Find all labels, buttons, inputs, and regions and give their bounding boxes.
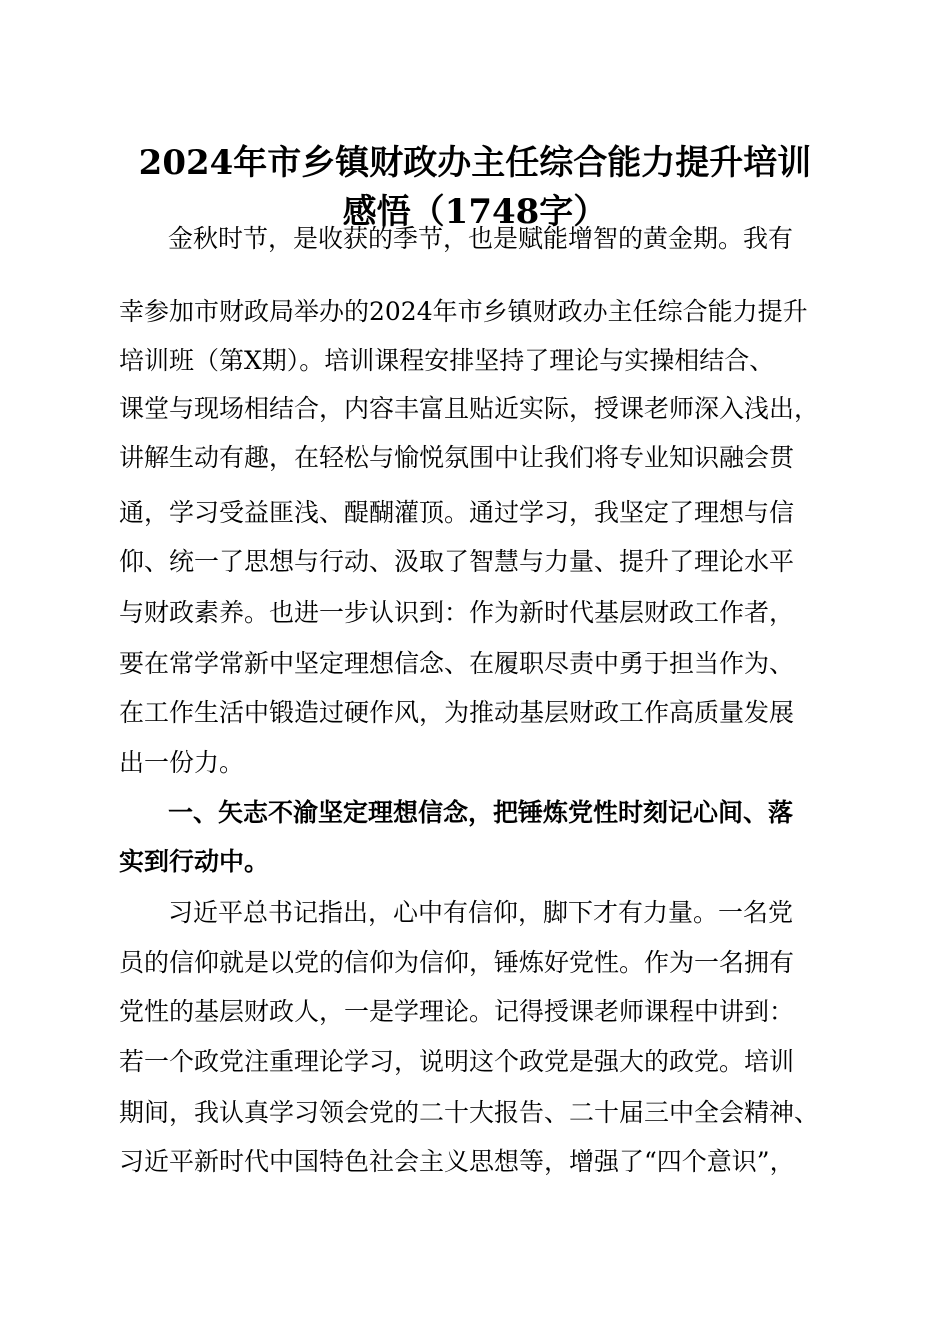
paragraph-1-line-3: 培训班（第X期）。培训课程安排坚持了理论与实操相结合、 (119, 346, 775, 375)
paragraph-2-line-4: 若一个政党注重理论学习，说明这个政党是强大的政党。培训 (119, 1047, 795, 1076)
paragraph-2-line-3: 党性的基层财政人，一是学理论。记得授课老师课程中讲到： (119, 997, 795, 1026)
paragraph-2-line-6: 习近平新时代中国特色社会主义思想等，增强了“四个意识”， (119, 1147, 795, 1176)
paragraph-1-line-2: 幸参加市财政局举办的2024年市乡镇财政办主任综合能力提升 (119, 297, 808, 326)
document-title-line-1: 2024年市乡镇财政办主任综合能力提升培训 (138, 143, 812, 183)
paragraph-2-line-1: 习近平总书记指出，心中有信仰，脚下才有力量。一名党 (168, 898, 794, 927)
section-heading-1-line-2: 实到行动中。 (119, 847, 270, 876)
document-title-line-2: 感悟（1748字） (342, 192, 608, 232)
paragraph-1-line-11: 出一份力。 (119, 748, 245, 777)
paragraph-1-line-7: 仰、统一了思想与行动、汲取了智慧与力量、提升了理论水平 (119, 547, 795, 576)
paragraph-1-line-10: 在工作生活中锻造过硬作风，为推动基层财政工作高质量发展 (119, 698, 795, 727)
paragraph-1-line-8: 与财政素养。也进一步认识到：作为新时代基层财政工作者， (119, 598, 795, 627)
paragraph-2-line-2: 员的信仰就是以党的信仰为信仰，锤炼好党性。作为一名拥有 (119, 948, 795, 977)
section-heading-1-line-1: 一、矢志不渝坚定理想信念，把锤炼党性时刻记心间、落 (168, 798, 794, 827)
paragraph-1-line-4: 课堂与现场相结合，内容丰富且贴近实际，授课老师深入浅出， (119, 394, 820, 423)
paragraph-2-line-5: 期间，我认真学习领会党的二十大报告、二十届三中全会精神、 (119, 1098, 820, 1127)
paragraph-1-line-1: 金秋时节，是收获的季节，也是赋能增智的黄金期。我有 (168, 224, 794, 253)
paragraph-1-line-6: 通，学习受益匪浅、醍醐灌顶。通过学习，我坚定了理想与信 (119, 498, 795, 527)
paragraph-1-line-5: 讲解生动有趣，在轻松与愉悦氛围中让我们将专业知识融会贯 (119, 443, 795, 472)
paragraph-1-line-9: 要在常学常新中坚定理想信念、在履职尽责中勇于担当作为、 (119, 649, 795, 678)
